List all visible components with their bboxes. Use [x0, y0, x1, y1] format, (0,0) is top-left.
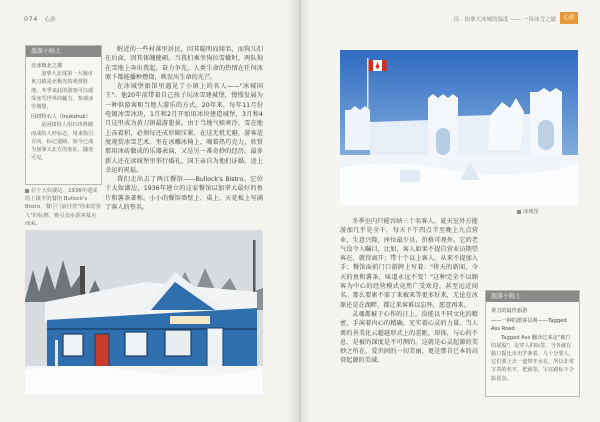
castle-arch: [538, 120, 554, 150]
paragraph: 在冰城堡旅馆里遇见了小镇上的名人——"冰城国王"。他20年前带着自己孩子玩冰雪建城堡，慢慢发展为一种供游客和当地人游乐的方式。20年来，每年11月份电镀冰雪冰块，1月和2月开始用冰块建造城堡，3月和4月这里成为黄刀镇最游憩景。由于当地气候寒冷，雪在地上冻着积，必须每还成形砌压紧，在这无机无避，游客适度观赏冰雪艺术。坐在冰雕冰椅上，喝着热巧克力，欣赏那用冰砖做成的乐器表演，又是另一番奇妙的经历。最多新人还在冰城堡里举行婚礼，国王亲自为他们证婚，送上幸运的祝福。: [105, 83, 263, 174]
left-running-header: [24, 15, 56, 23]
door: [207, 328, 223, 368]
ice-block: [400, 170, 420, 182]
photo-bullocks-bistro: [25, 230, 263, 395]
window: [125, 332, 147, 356]
right-running-header: 沿 · 加拿大冰城的温度 —— 一场冰雪之旅: [453, 17, 556, 23]
door: [95, 334, 109, 368]
window: [165, 330, 191, 356]
caption-text: 冰城堡: [523, 209, 539, 215]
tips-title: 旅游小贴士: [26, 46, 101, 57]
castle-tower: [345, 106, 370, 150]
tips-title: 旅游小贴士: [486, 291, 579, 302]
photo-caption-right: [517, 208, 577, 216]
caption-square-icon: [517, 210, 521, 214]
window: [63, 334, 83, 356]
travel-tips-box-right: [485, 290, 580, 397]
tips-subtitle: 黄刀的最佳旅游: [491, 308, 528, 314]
paragraph: 我们走出去了两江餐馆——Bullock's Bistro。它位于大奴湖边，1936年建立的这家餐馆以加拿大最好的鱼片和薯条著称。小小的餐馆墙壁上、桌上、天花板上写满了客人的签名。: [105, 176, 263, 212]
tips-text: 加拿大北部第一大城市黄刀镇是北极光的观赏胜地，冬季来此的游客可以感受冰雪世界的魅力，参观冰雪城堡。: [31, 71, 94, 111]
paragraph: 灵魂都被于心作的汪上，没能以不同文化的精密，手演着内心的精确，充实着心灵的力量。当人类的善美化云超越形式上的差距，却体，与心的不息，是被的深度是不可测的。这就是心灵起源的美妙之所在，爱世间的一切美丽，更是那自已本的高营起源的美域。: [340, 310, 478, 365]
article-column-left: [105, 45, 263, 227]
tips-subtitle: 北冰极北之都: [31, 63, 63, 69]
trim-stripe: [47, 328, 257, 330]
tips-text: Tagged Ass 翻译过来是"被打的屁股"，是穿人的标签。当各就在路口提比市出学条着，几十分要人，它们要上去一道带开水在，所以非常宝贵的名字，把就等，宝在路标下合影留念。: [491, 334, 575, 382]
paragraph: 冬季室内只能容纳三十名客人，夏天室外方能游加几乎是全千，每天下午四点半至晚上九点营业，生意兴隆，座位最少员，价格可观外。它的老气没令人瞩目，比如，客人如果不提自营业员期望客在，就得离开；带十个以上客人，从来不提加入手；餐馆面前门口游牌上写着："将天的新闻，今天的鱼和薯条，味道永远不变！"这种完全不以顾客为中心的经营模式竟然广受欢迎，甚至远近闻名。那么要素不需了来被来等更多好来，无论在冰原还是在湖畔，都让来客难以忘怀，愿意再来。: [340, 218, 478, 309]
travel-tips-box-left: [25, 45, 102, 185]
porch-post: [55, 340, 58, 370]
spine-shadow: [288, 0, 312, 422]
page-number: 074: [24, 15, 38, 23]
tips-text: 是因纽特人用石块堆砌而成的人形标志，用来指引方向、标记道路，如今已成为加拿大北方的象征，随处可见。: [31, 122, 94, 162]
sign-board: [170, 316, 210, 324]
tips-subtitle: ——一种的游客以观——Tagged Ass Road: [491, 318, 567, 333]
tips-subtitle: 因纽特石人（Inukshuk）: [31, 114, 91, 121]
section-tab: 心游: [560, 12, 578, 24]
paragraph: 附近的一些村落里居民，因其聪明而闻名，而狗儿们在后面，因其体魄健硕。当我们乘坐狗拉雪橇时，两队狗在雪地上奔出我起，奋力争先。人类生命的热情在任何冰原下都能播种燃烧，唤发出生命的光芒。: [105, 46, 263, 81]
chimney: [80, 266, 85, 296]
canada-flag-icon: [369, 60, 387, 71]
photo-ice-castle: [340, 50, 578, 205]
article-column-right: [340, 217, 478, 397]
section-name: 心游: [44, 17, 56, 23]
castle-arch: [436, 128, 450, 155]
caption-square-icon: [25, 189, 29, 193]
caption-text: 位于大奴湖边、1936年建成的上镇半的餐馆 Bullock's Bistro，餐厅门前挂着"你来的客人"的标牌，吸引众多游客慕名而来。: [25, 188, 101, 227]
photo-caption-left: [25, 187, 101, 228]
